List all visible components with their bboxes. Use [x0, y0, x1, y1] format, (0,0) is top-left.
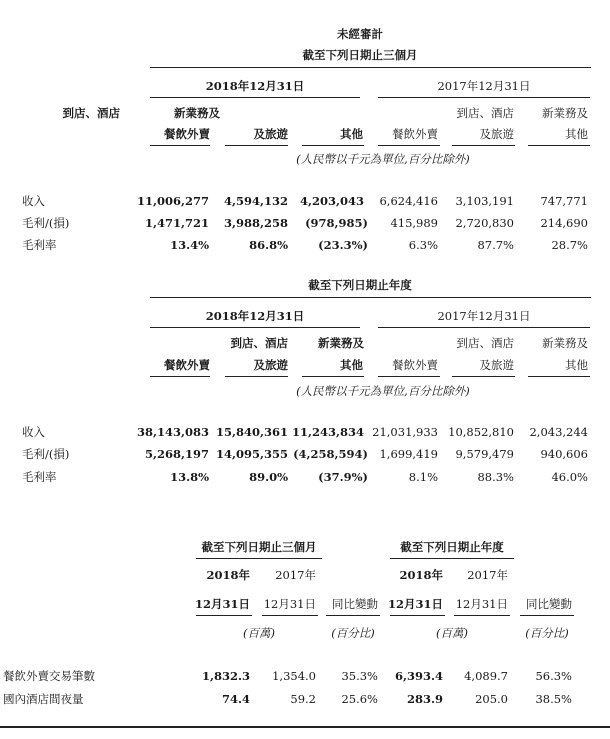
col-instore-line2: 及旅遊	[253, 358, 288, 372]
divider	[452, 145, 515, 146]
cell: 9,579,479	[455, 447, 514, 461]
divider	[150, 97, 360, 98]
cell: 1,354.0	[272, 669, 316, 683]
divider	[150, 327, 360, 328]
row-label: 收入	[22, 194, 45, 208]
divider	[378, 376, 440, 377]
unit-million: (百萬)	[243, 626, 275, 640]
date-label: 12月31日	[387, 597, 443, 611]
row-label: 國內酒店間夜量	[3, 692, 84, 706]
divider	[326, 615, 380, 616]
divider	[302, 376, 364, 377]
cell: 6,393.4	[394, 669, 443, 683]
divider	[528, 145, 590, 146]
cell: 46.0%	[551, 470, 588, 484]
col-instore-line1: 到店、酒店	[62, 106, 120, 120]
cell: 2,043,244	[529, 425, 588, 439]
cell: 4,203,043	[299, 194, 364, 208]
col-food-delivery: 餐飲外賣	[164, 358, 210, 372]
col-new-line2: 其他	[565, 127, 588, 141]
row-label: 收入	[22, 425, 45, 439]
divider	[390, 558, 514, 559]
col-instore-line2: 及旅遊	[479, 358, 514, 372]
cell: (23.3%)	[318, 238, 368, 252]
divider	[378, 327, 590, 328]
cell: 4,594,132	[223, 194, 288, 208]
cell: 283.9	[406, 692, 443, 706]
cell: 3,988,258	[223, 216, 288, 230]
group-2017-header: 2017年12月31日	[437, 309, 531, 323]
cell: (37.9%)	[318, 470, 368, 484]
date-label: 12月31日	[263, 597, 316, 611]
cell: 11,243,834	[291, 425, 364, 439]
cell: 87.7%	[477, 238, 514, 252]
col-new-line1: 新業務及	[542, 336, 588, 350]
year-2017: 2017年	[467, 568, 508, 582]
row-label: 毛利/(損)	[22, 447, 70, 461]
cell: 4,089.7	[464, 669, 508, 683]
row-label: 毛利/(損)	[22, 216, 70, 230]
unit-million: (百萬)	[436, 626, 468, 640]
unit-percent: (百分比)	[331, 626, 375, 640]
divider	[196, 558, 322, 559]
row-label: 餐飲外賣交易筆數	[3, 669, 95, 683]
divider	[225, 376, 288, 377]
cell: 940,606	[540, 447, 588, 461]
cell: 1,699,419	[379, 447, 438, 461]
cell: (978,985)	[305, 216, 368, 230]
row-label: 毛利率	[22, 470, 57, 484]
group-2018-header: 2018年12月31日	[205, 79, 305, 93]
period-title: 截至下列日期止三個月	[302, 48, 418, 62]
cell: 214,690	[540, 216, 588, 230]
cell: 21,031,933	[372, 425, 438, 439]
cell: 13.4%	[170, 238, 209, 252]
date-label: 12月31日	[455, 597, 508, 611]
divider	[520, 615, 574, 616]
col-new-line2: 其他	[340, 358, 363, 372]
period-title: 截至下列日期止年度	[308, 278, 412, 292]
unaudited-label: 未經審計	[337, 27, 383, 41]
cell: 747,771	[540, 194, 588, 208]
cell: 38.5%	[535, 692, 572, 706]
cell: 15,840,361	[215, 425, 288, 439]
divider	[150, 145, 210, 146]
divider	[225, 145, 288, 146]
cell: 89.0%	[249, 470, 288, 484]
year-2018: 2018年	[206, 568, 250, 582]
divider	[378, 97, 590, 98]
cell: 59.2	[290, 692, 316, 706]
group-2017-header: 2017年12月31日	[437, 79, 531, 93]
cell: 25.6%	[341, 692, 378, 706]
cell: 415,989	[390, 216, 438, 230]
cell: 74.4	[221, 692, 250, 706]
yoy-change-header: 同比變動	[526, 597, 572, 611]
year-2018: 2018年	[399, 568, 443, 582]
cell: 11,006,277	[136, 194, 209, 208]
cell: 10,852,810	[448, 425, 514, 439]
col-new-line1: 新業務及	[174, 106, 220, 120]
col-instore-line2: 及旅遊	[479, 127, 514, 141]
col-new-line2: 其他	[340, 127, 363, 141]
unit-percent: (百分比)	[525, 626, 569, 640]
divider	[302, 145, 364, 146]
cell: 205.0	[475, 692, 508, 706]
cell: 35.3%	[341, 669, 378, 683]
col-new-line2: 其他	[565, 358, 588, 372]
divider	[390, 615, 445, 616]
col-food-delivery: 餐飲外賣	[392, 358, 438, 372]
divider	[452, 376, 515, 377]
col-instore-line1: 到店、酒店	[456, 336, 514, 350]
col-new-line1: 新業務及	[542, 106, 588, 120]
units-note: (人民幣以千元為單位,百分比除外)	[296, 152, 470, 166]
divider	[262, 615, 318, 616]
cell: 2,720,830	[455, 216, 514, 230]
divider	[378, 145, 440, 146]
col-food-delivery: 餐飲外賣	[164, 127, 210, 141]
col-new-line1: 新業務及	[318, 336, 364, 350]
cell: 6.3%	[408, 238, 438, 252]
divider	[150, 376, 210, 377]
cell: 14,095,355	[215, 447, 288, 461]
row-label: 毛利率	[22, 238, 57, 252]
col-instore-line2: 及旅遊	[253, 127, 288, 141]
cell: 1,471,721	[144, 216, 209, 230]
period-three-months: 截至下列日期止三個月	[201, 540, 317, 554]
cell: 38,143,083	[136, 425, 209, 439]
date-label: 12月31日	[194, 597, 250, 611]
year-2017: 2017年	[275, 568, 316, 582]
cell: 56.3%	[535, 669, 572, 683]
cell: 8.1%	[408, 470, 438, 484]
col-food-delivery: 餐飲外賣	[392, 127, 438, 141]
cell: 6,624,416	[379, 194, 438, 208]
col-instore-line1: 到店、酒店	[230, 336, 288, 350]
cell: 1,832.3	[201, 669, 250, 683]
cell: 88.3%	[477, 470, 514, 484]
units-note: (人民幣以千元為單位,百分比除外)	[296, 384, 470, 398]
cell: (4,258,594)	[293, 447, 368, 461]
period-year: 截至下列日期止年度	[400, 540, 504, 554]
table-bottom-rule	[0, 726, 610, 728]
cell: 3,103,191	[455, 194, 514, 208]
cell: 28.7%	[551, 238, 588, 252]
divider	[196, 615, 252, 616]
cell: 86.8%	[249, 238, 288, 252]
yoy-change-header: 同比變動	[332, 597, 378, 611]
divider	[150, 67, 591, 68]
col-instore-line1: 到店、酒店	[456, 106, 514, 120]
divider	[528, 376, 590, 377]
divider	[454, 615, 510, 616]
cell: 13.8%	[170, 470, 209, 484]
group-2018-header: 2018年12月31日	[205, 309, 305, 323]
divider	[150, 297, 591, 298]
cell: 5,268,197	[144, 447, 209, 461]
